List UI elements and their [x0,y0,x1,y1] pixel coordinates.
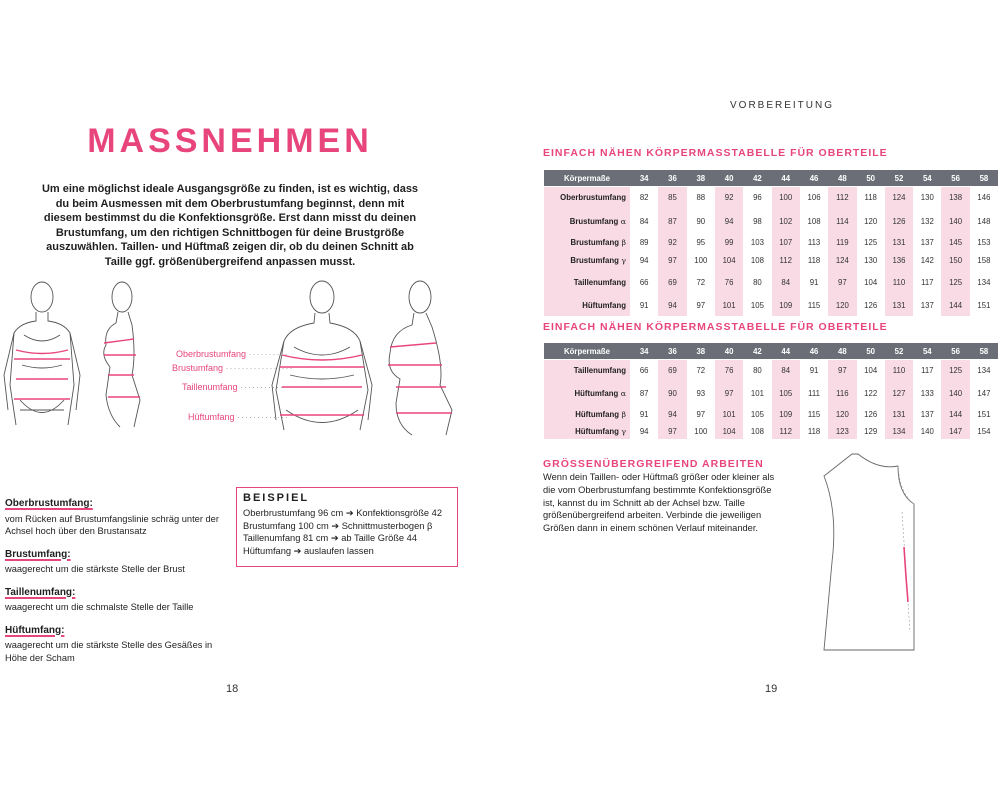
row-label: Hüftumfang α [544,381,630,405]
value-cell: 72 [696,366,706,375]
page-title: MASSNEHMEN [87,122,373,160]
value-cell: 94 [658,294,686,316]
value-cell: 102 [772,208,800,234]
value-cell: 69 [658,360,686,381]
value-cell: 158 [977,255,991,265]
value-cell: 97 [715,381,743,405]
value-cell: 131 [885,405,913,423]
section-label: VORBEREITUNG [730,100,835,111]
definition-term: Hüftumfang: [5,624,65,636]
value-cell: 125 [941,270,969,294]
value-cell: 148 [977,216,991,226]
value-cell: 126 [864,409,878,419]
value-cell: 129 [864,426,878,436]
value-cell: 104 [715,423,743,439]
row-label: Brustumfang β [544,234,630,250]
example-box [236,487,458,567]
value-cell: 137 [920,237,934,247]
value-cell: 117 [921,277,934,287]
value-cell: 113 [807,237,821,247]
value-cell: 112 [772,250,800,270]
size-header-cell: 44 [781,346,791,356]
size-header-cell: 52 [894,173,904,183]
definition-term: Taillenumfang: [5,586,76,598]
definition-text: waagerecht um die stärkste Stelle der Brust [5,564,185,574]
value-cell: 131 [885,234,913,250]
value-cell: 109 [772,294,800,316]
value-cell: 90 [658,381,686,405]
value-cell: 91 [809,366,819,375]
table1-title: EINFACH NÄHEN KÖRPERMASSTABELLE FÜR OBERTEILE [543,147,888,159]
value-cell: 150 [941,250,969,270]
value-cell: 124 [885,187,913,208]
table-row [544,187,998,208]
value-cell: 97 [658,250,686,270]
value-cell: 69 [658,270,686,294]
definition-taillenumfang [5,586,230,614]
size-header-cell: 46 [809,346,819,356]
table-row [544,250,998,270]
size-header-cell: 46 [809,173,819,183]
size-table-1 [544,170,998,316]
value-cell: 91 [809,277,819,287]
size-header-cell: 50 [866,346,875,356]
example-title: BEISPIEL [243,492,310,504]
label-taillenumfang: Taillenumfang ··········· [182,382,285,392]
value-cell: 84 [772,360,800,381]
row-label: Taillenumfang [544,270,630,294]
example-line: Oberbrustumfang 96 cm ➔ Konfektionsgröße 42 [243,508,442,518]
value-cell: 88 [696,193,706,202]
value-cell: 89 [639,237,649,247]
size-header-cell: 38 [696,173,706,183]
value-cell: 80 [753,277,762,287]
size-header-cell: 48 [838,346,847,356]
value-cell: 76 [715,360,743,381]
size-header-cell: 48 [838,173,847,183]
body-illustrations [0,275,470,475]
value-cell: 82 [639,193,649,202]
table-row [544,405,998,423]
value-cell: 146 [977,193,991,202]
value-cell: 117 [921,366,934,375]
value-cell: 101 [715,294,743,316]
value-cell: 87 [639,388,649,398]
value-cell: 66 [639,277,649,287]
value-cell: 127 [885,381,913,405]
size-header-cell: 54 [922,346,932,356]
size-header-cell: 56 [951,173,960,183]
value-cell: 114 [828,208,856,234]
value-cell: 153 [977,237,991,247]
value-cell: 151 [977,409,991,419]
value-cell: 97 [658,423,686,439]
value-cell: 112 [772,423,800,439]
value-cell: 118 [864,193,877,202]
header-label: Körpermaße [564,346,610,356]
value-cell: 115 [807,409,821,419]
value-cell: 72 [696,277,706,287]
value-cell: 97 [696,300,706,310]
page-number-left: 18 [226,683,239,695]
value-cell: 134 [977,277,991,287]
value-cell: 105 [750,300,764,310]
size-header-cell: 34 [639,346,649,356]
example-line: Brustumfang 100 cm ➔ Schnittmusterbogen β [243,520,433,531]
value-cell: 140 [941,381,969,405]
value-cell: 110 [885,270,913,294]
value-cell: 93 [696,388,706,398]
size-header-cell: 58 [979,346,989,356]
row-label: Hüftumfang γ [544,423,630,439]
value-cell: 140 [941,208,969,234]
value-cell: 94 [639,426,649,436]
size-header-cell: 50 [866,173,875,183]
value-cell: 84 [639,216,649,226]
value-cell: 105 [772,381,800,405]
value-cell: 132 [920,216,934,226]
size-header-cell: 52 [894,346,904,356]
value-cell: 98 [753,216,762,226]
groessen-title: GRÖSSENÜBERGREIFEND ARBEITEN [543,458,764,470]
value-cell: 104 [715,250,743,270]
definition-hueftumfang [5,624,230,665]
value-cell: 97 [828,270,856,294]
header-label: Körpermaße [564,173,610,183]
value-cell: 104 [864,277,878,287]
value-cell: 124 [828,250,856,270]
table2-title: EINFACH NÄHEN KÖRPERMASSTABELLE FÜR OBERTEILE [543,321,888,333]
table-header-row [544,343,998,359]
size-header-cell: 34 [639,173,649,183]
value-cell: 154 [977,426,991,436]
value-cell: 94 [715,208,743,234]
value-cell: 118 [807,426,821,436]
value-cell: 138 [941,187,969,208]
value-cell: 108 [750,426,764,436]
value-cell: 66 [639,366,649,375]
table-row [544,423,998,439]
size-header-cell: 40 [724,346,734,356]
page-number-right: 19 [765,683,778,695]
value-cell: 118 [807,255,821,265]
definition-brustumfang [5,548,230,576]
value-cell: 151 [977,300,991,310]
value-cell: 147 [941,423,969,439]
value-cell: 130 [920,193,934,202]
value-cell: 144 [941,405,969,423]
value-cell: 97 [828,360,856,381]
value-cell: 97 [696,409,706,419]
value-cell: 85 [658,187,686,208]
value-cell: 106 [807,193,821,202]
value-cell: 140 [920,426,934,436]
value-cell: 120 [828,294,856,316]
label-oberbrustumfang: Oberbrustumfang ·········· [176,349,289,359]
value-cell: 96 [753,193,762,202]
value-cell: 110 [885,360,913,381]
size-header-cell: 56 [951,346,960,356]
groessen-text: Wenn dein Taillen- oder Hüftmaß größer oder kleiner als die vom Oberbrustumfang bestimmte Konfektionsgröße ist, kannst du im Schnitt ab der Achsel bzw. Taille größenübergreifend arbeiten. Verbinde die jeweiligen Größen dann in einem schönen Verlauf miteinander. [543,472,775,534]
value-cell: 91 [639,409,649,419]
size-header-cell: 42 [753,346,762,356]
size-header-cell: 54 [922,173,932,183]
value-cell: 126 [885,208,913,234]
value-cell: 105 [750,409,764,419]
value-cell: 122 [864,388,878,398]
value-cell: 100 [772,187,800,208]
value-cell: 107 [772,234,800,250]
value-cell: 126 [864,300,878,310]
table-row [544,270,998,294]
value-cell: 95 [696,237,706,247]
row-label: Taillenumfang [544,360,630,381]
value-cell: 137 [920,409,934,419]
row-label: Hüftumfang β [544,405,630,423]
value-cell: 94 [658,405,686,423]
value-cell: 94 [639,255,649,265]
table-header-row [544,170,998,186]
table-row [544,234,998,250]
definition-term: Oberbrustumfang: [5,498,93,509]
table-row [544,294,998,316]
value-cell: 100 [694,426,708,436]
size-header-cell: 38 [696,346,706,356]
row-label: Hüftumfang [544,294,630,316]
value-cell: 87 [658,208,686,234]
label-hueftumfang: Hüftumfang ············· [188,412,290,422]
value-cell: 103 [750,237,764,247]
size-header-cell: 40 [724,173,734,183]
value-cell: 123 [828,423,856,439]
value-cell: 116 [828,381,856,405]
value-cell: 125 [941,360,969,381]
value-cell: 120 [828,405,856,423]
value-cell: 144 [941,294,969,316]
value-cell: 130 [864,255,878,265]
value-cell: 76 [715,270,743,294]
value-cell: 136 [885,250,913,270]
size-header-cell: 36 [668,346,677,356]
value-cell: 84 [772,270,800,294]
value-cell: 80 [753,366,762,375]
value-cell: 109 [772,405,800,423]
row-label: Brustumfang α [544,208,630,234]
value-cell: 108 [807,216,821,226]
value-cell: 91 [639,300,649,310]
size-header-cell: 42 [753,173,762,183]
value-cell: 145 [941,234,969,250]
value-cell: 99 [715,234,743,250]
definition-term: Brustumfang: [5,548,71,560]
size-table-2 [544,343,998,439]
value-cell: 104 [864,366,878,375]
value-cell: 101 [715,405,743,423]
table-row [544,360,998,381]
value-cell: 90 [696,216,706,226]
value-cell: 125 [864,237,878,247]
value-cell: 100 [694,255,708,265]
table-row [544,208,998,234]
definition-text: waagerecht um die schmalste Stelle der Taille [5,602,194,612]
definition-text: waagerecht um die stärkste Stelle des Gesäßes in Höhe der Scham [5,640,213,663]
table-row [544,381,998,405]
value-cell: 133 [920,388,934,398]
label-brustumfang: Brustumfang ················· [172,363,294,373]
value-cell: 147 [977,388,991,398]
value-cell: 92 [715,187,743,208]
value-cell: 137 [920,300,934,310]
value-cell: 108 [750,255,764,265]
pattern-illustration [818,452,918,657]
intro-paragraph: Um eine möglichst ideale Ausgangsgröße zu finden, ist es wichtig, dass du beim Ausmessen mit dem Oberbrustumfang beginnst, denn mit diesem bestimmst du die Konfektionsgröße. Erst dann misst du deinen Brustumfang, um den richtigen Schnittbogen für deine Brustgröße auszuwählen. Taillen- und Hüftmaß zeigen dir, ob du deinen Schnitt ab Taille ggf. größenübergreifend anpassen musst. [41,183,419,268]
example-line: Hüftumfang ➔ auslaufen lassen [243,545,374,556]
value-cell: 142 [920,255,934,265]
value-cell: 131 [885,294,913,316]
size-header-cell: 36 [668,173,677,183]
definition-text: vom Rücken auf Brustumfangslinie schräg unter der Achsel hoch über den Brustansatz [5,513,219,536]
measurement-figures [0,275,470,475]
value-cell: 112 [828,187,856,208]
definitions [5,497,230,674]
value-cell: 92 [658,234,686,250]
size-header-cell: 44 [781,173,791,183]
row-label: Oberbrustumfang [544,187,630,208]
value-cell: 115 [807,300,821,310]
value-cell: 119 [828,234,856,250]
value-cell: 134 [977,366,991,375]
value-cell: 101 [750,388,764,398]
size-header-cell: 58 [979,173,989,183]
row-label: Brustumfang γ [544,250,630,270]
definition-oberbrustumfang [5,497,230,538]
value-cell: 111 [808,388,820,398]
value-cell: 134 [885,423,913,439]
example-line: Taillenumfang 81 cm ➔ ab Taille Größe 44 [243,533,418,544]
value-cell: 120 [864,216,878,226]
